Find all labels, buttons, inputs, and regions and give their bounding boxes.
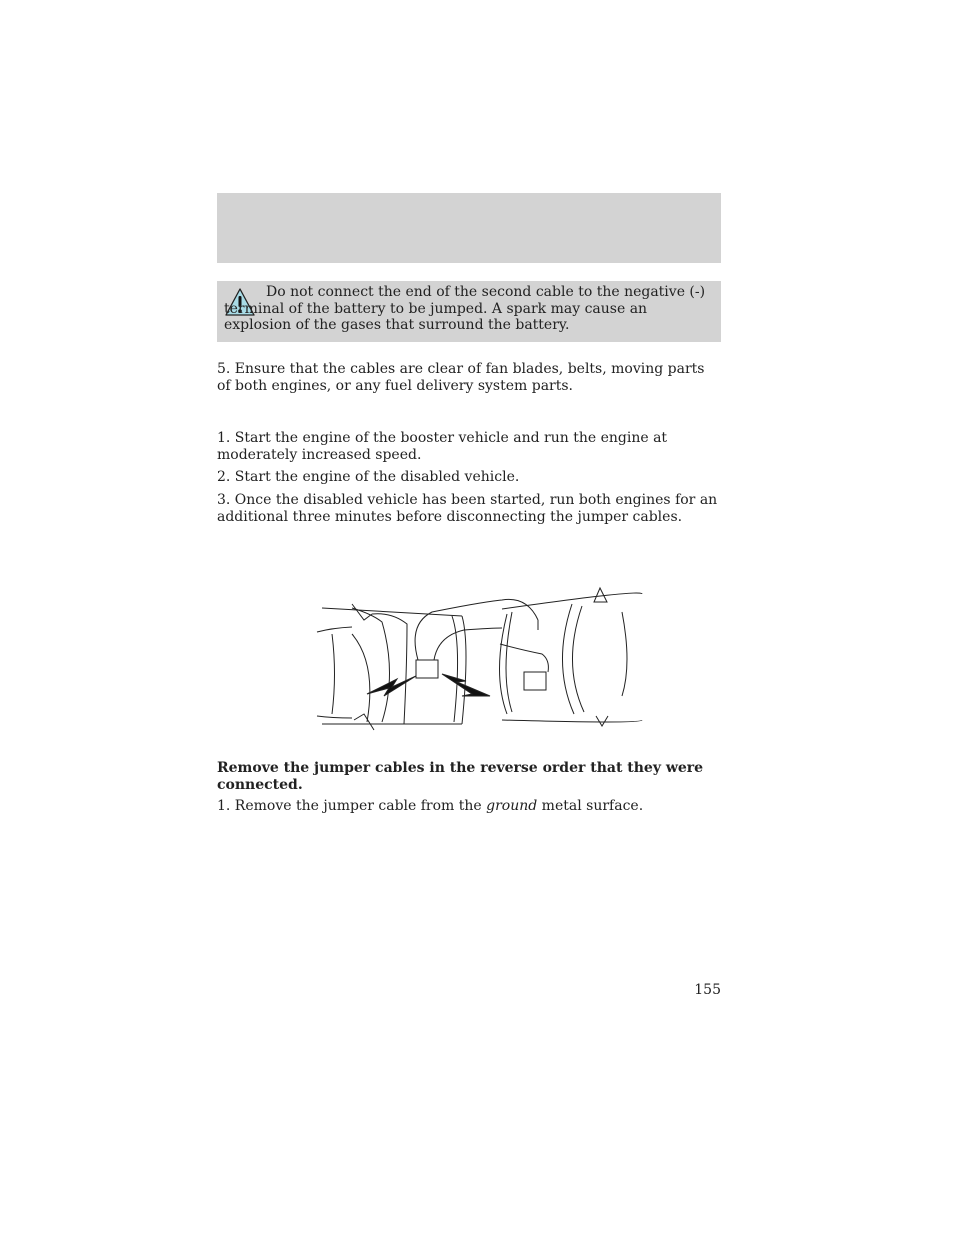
ground-italic: ground: [486, 798, 538, 814]
page-header-band: [217, 193, 721, 263]
removal-heading: Remove the jumper cables in the reverse order that they were connected.: [217, 760, 704, 793]
removal-step-1: [217, 798, 721, 815]
disabled-battery: [524, 672, 546, 690]
page-number: 155: [694, 982, 721, 998]
start-step-1: 1. Start the engine of the booster vehicle and run the engine at moderately increased speed.: [217, 430, 668, 463]
booster-battery: [416, 660, 438, 678]
start-step-3: 3. Once the disabled vehicle has been started, run both engines for an additional three minutes before disconnecting the jumper cables.: [217, 492, 718, 525]
removal-step-1-text: 1. Remove the jumper cable from the: [217, 798, 487, 814]
jumper-cable-diagram: [312, 584, 648, 746]
booster-vehicle: [317, 604, 466, 730]
step-5-cables-clear: 5. Ensure that the cables are clear of fan blades, belts, moving parts of both engines, or any fuel delivery system parts.: [217, 361, 705, 394]
warning-text: Do not connect the end of the second cable to the negative (-) terminal of the battery to be jumped. A spark may cause an explosion of the gases that surround the battery.: [224, 284, 706, 333]
disabled-vehicle: [500, 588, 643, 726]
warning-box: [217, 281, 721, 342]
removal-step-1-end: metal surface.: [537, 798, 644, 814]
start-step-2: 2. Start the engine of the disabled vehicle.: [217, 469, 520, 485]
